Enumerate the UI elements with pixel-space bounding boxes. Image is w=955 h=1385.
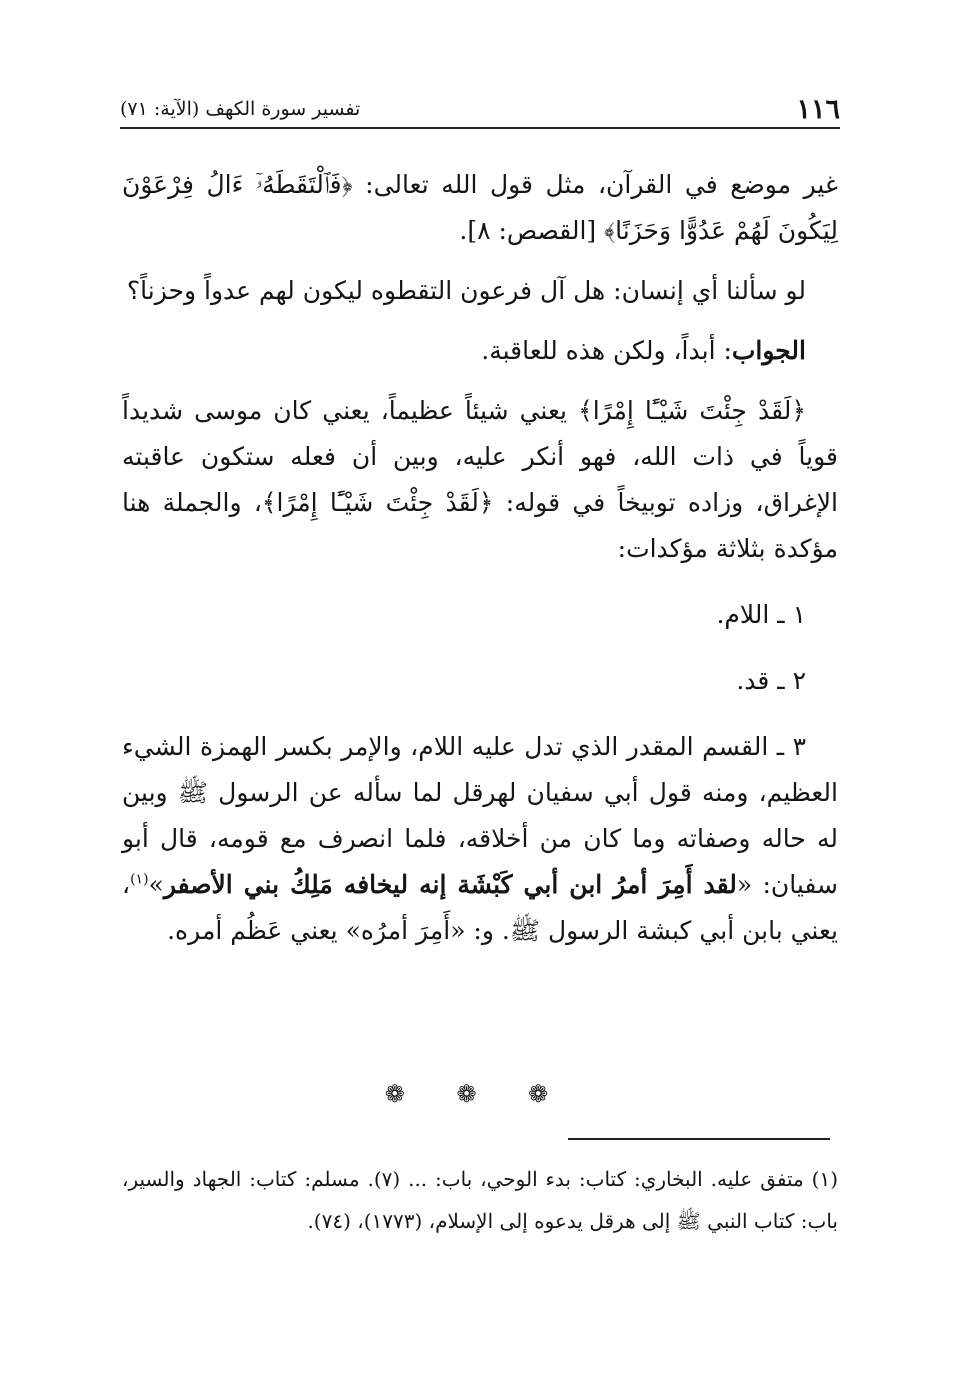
text-run: ، والجملة هنا مؤكدة بثلاثة مؤكدات:	[122, 488, 838, 563]
footnote: (١) متفق عليه. البخاري: كتاب: بدء الوحي، باب: ... (٧). مسلم: كتاب: الجهاد والسير، باب: كتاب النبي ﷺ إلى هرقل يدعوه إلى الإسلام، (١٧٧٣)، (٧٤).	[122, 1167, 838, 1233]
paragraph: لو سألنا أي إنسان: هل آل فرعون التقطوه ليكون لهم عدواً وحزناً؟	[126, 276, 806, 305]
list-item: ١ ـ اللام.	[716, 600, 806, 629]
hadith-quote: لقد أَمِرَ أمرُ ابن أبي كَبْشَة إنه ليخافه مَلِكُ بني الأصفر	[163, 870, 737, 899]
footnote-rule	[568, 1138, 830, 1140]
quran-verse: ﴿لَقَدْ جِئْتَ شَيْـًٔا إِمْرًا﴾	[578, 396, 806, 425]
verse-reference: [القصص: ٨].	[459, 216, 605, 245]
running-title: تفسير سورة الكهف (الآية: ٧١)	[120, 98, 361, 120]
paragraph	[122, 328, 838, 374]
text-run: : أبداً، ولكن هذه للعاقبة.	[481, 336, 732, 365]
paragraph	[122, 724, 838, 954]
text-run: »	[148, 870, 164, 899]
section-separator: ❁ ❁ ❁	[384, 1080, 571, 1108]
quran-verse: ﴿لَقَدْ جِئْتَ شَيْـًٔا إِمْرًا﴾	[261, 488, 494, 517]
paragraph	[122, 388, 838, 572]
list-item: ٢ ـ قد.	[736, 666, 806, 695]
footnote-marker[interactable]: (١)	[130, 871, 149, 888]
paragraph	[122, 162, 838, 254]
header-rule	[120, 127, 840, 129]
text-run: ٣ ـ القسم المقدر الذي تدل عليه اللام، والإمر بكسر الهمزة الشيء العظيم، ومنه قول أبي سفيان لهرقل لما سأله عن الرسول ﷺ وبين له حاله وصفاته وما كان من أخلاقه، فلما انصرف مع قومه، قال أبو سفيان: «	[122, 732, 838, 899]
page-number: ١١٦	[796, 94, 840, 125]
page-header	[120, 92, 840, 126]
text-run: يعني شيئاً عظيماً، يعني كان موسى شديداً قوياً في ذات الله، فهو أنكر عليه، وبين أن فعله ستكون عاقبته الإغراق، وزاده توبيخاً في قوله:	[122, 396, 838, 517]
quran-verse: ﴿فَٱلْتَقَطَهُۥٓ ءَالُ فِرْعَوْنَ لِيَكُونَ لَهُمْ عَدُوًّا وَحَزَنًا﴾	[122, 170, 838, 245]
footnotes	[122, 1158, 838, 1242]
main-text	[122, 162, 838, 954]
text-run: غير موضع في القرآن، مثل قول الله تعالى:	[352, 170, 838, 199]
answer-label: الجواب	[731, 336, 806, 365]
text-run: ، يعني بابن أبي كبشة الرسول ﷺ. و: «أَمِرَ أمرُه» يعني عَظُم أمره.	[122, 870, 838, 945]
